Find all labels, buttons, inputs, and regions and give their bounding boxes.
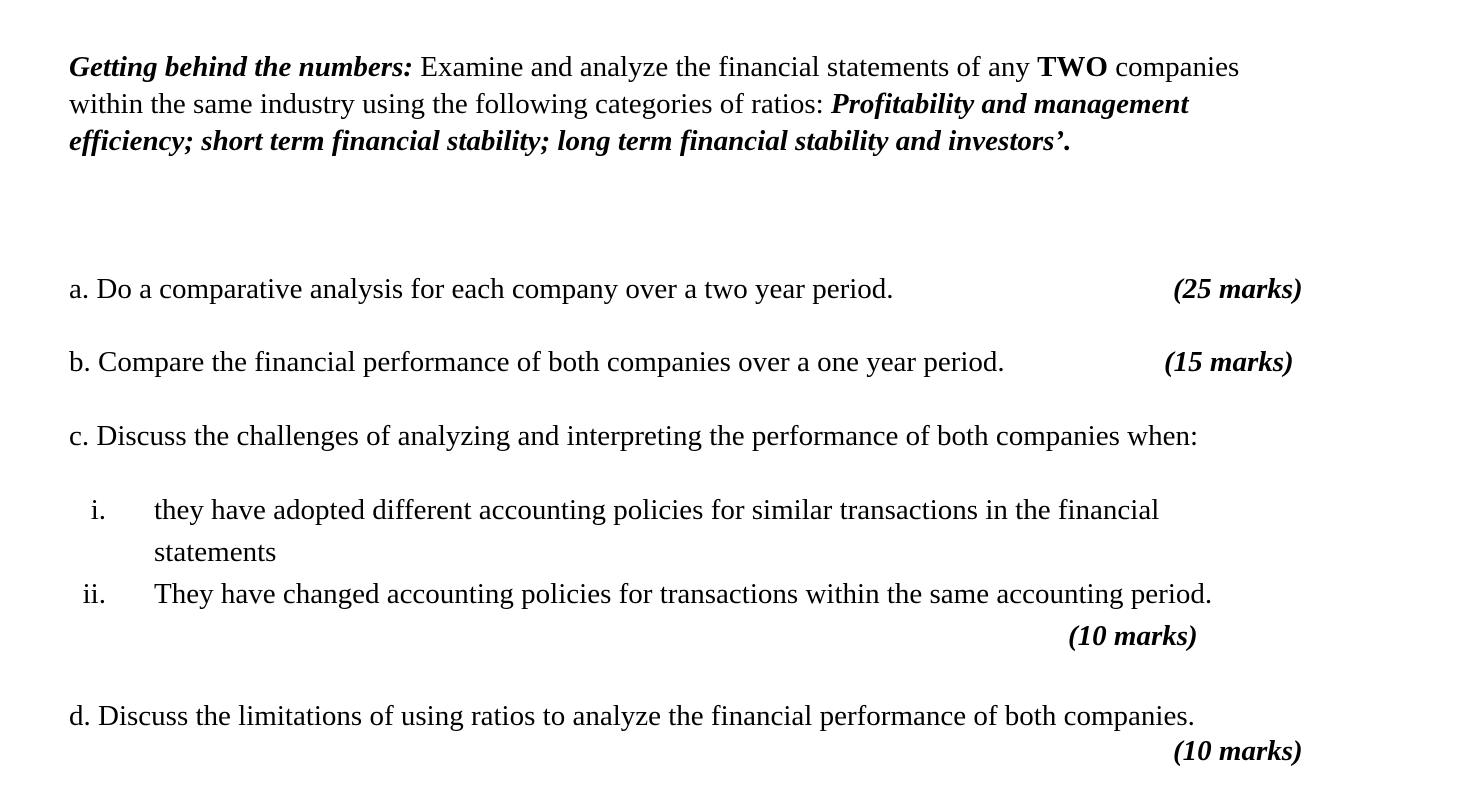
question-c-item-2: They have changed accounting policies for transactions within the same accounting period. — [154, 578, 1213, 610]
question-c: c. Discuss the challenges of analyzing and interpreting the performance of both companies when: — [69, 420, 1199, 452]
intro-emphasis-two: TWO — [1037, 51, 1108, 83]
intro-text-2: companies within the same industry using the following categories of ratios: — [69, 51, 1240, 120]
question-b: b. Compare the financial performance of both companies over a one year period. — [69, 346, 1005, 378]
question-b-marks: (15 marks) — [1164, 346, 1294, 378]
intro-lead: Getting behind the numbers: — [69, 51, 414, 83]
intro-text-1: Examine and analyze the financial statements of any — [413, 51, 1038, 83]
question-a-marks: (25 marks) — [1173, 273, 1303, 305]
question-d-marks: (10 marks) — [1173, 735, 1303, 767]
intro-paragraph — [69, 49, 1299, 160]
intro-categories: Profitability and management efficiency; short term financial stability; long term financial stability and investors’. — [69, 88, 1189, 157]
question-c-item-2-numeral: ii. — [82, 578, 106, 610]
question-c-marks: (10 marks) — [1068, 620, 1198, 652]
question-d: d. Discuss the limitations of using ratios to analyze the financial performance of both companies. — [69, 700, 1195, 732]
question-c-item-1: they have adopted different accounting policies for similar transactions in the financial statements — [154, 494, 1160, 568]
question-c-item-1-numeral: i. — [90, 494, 106, 526]
question-a: a. Do a comparative analysis for each company over a two year period. — [69, 273, 894, 305]
